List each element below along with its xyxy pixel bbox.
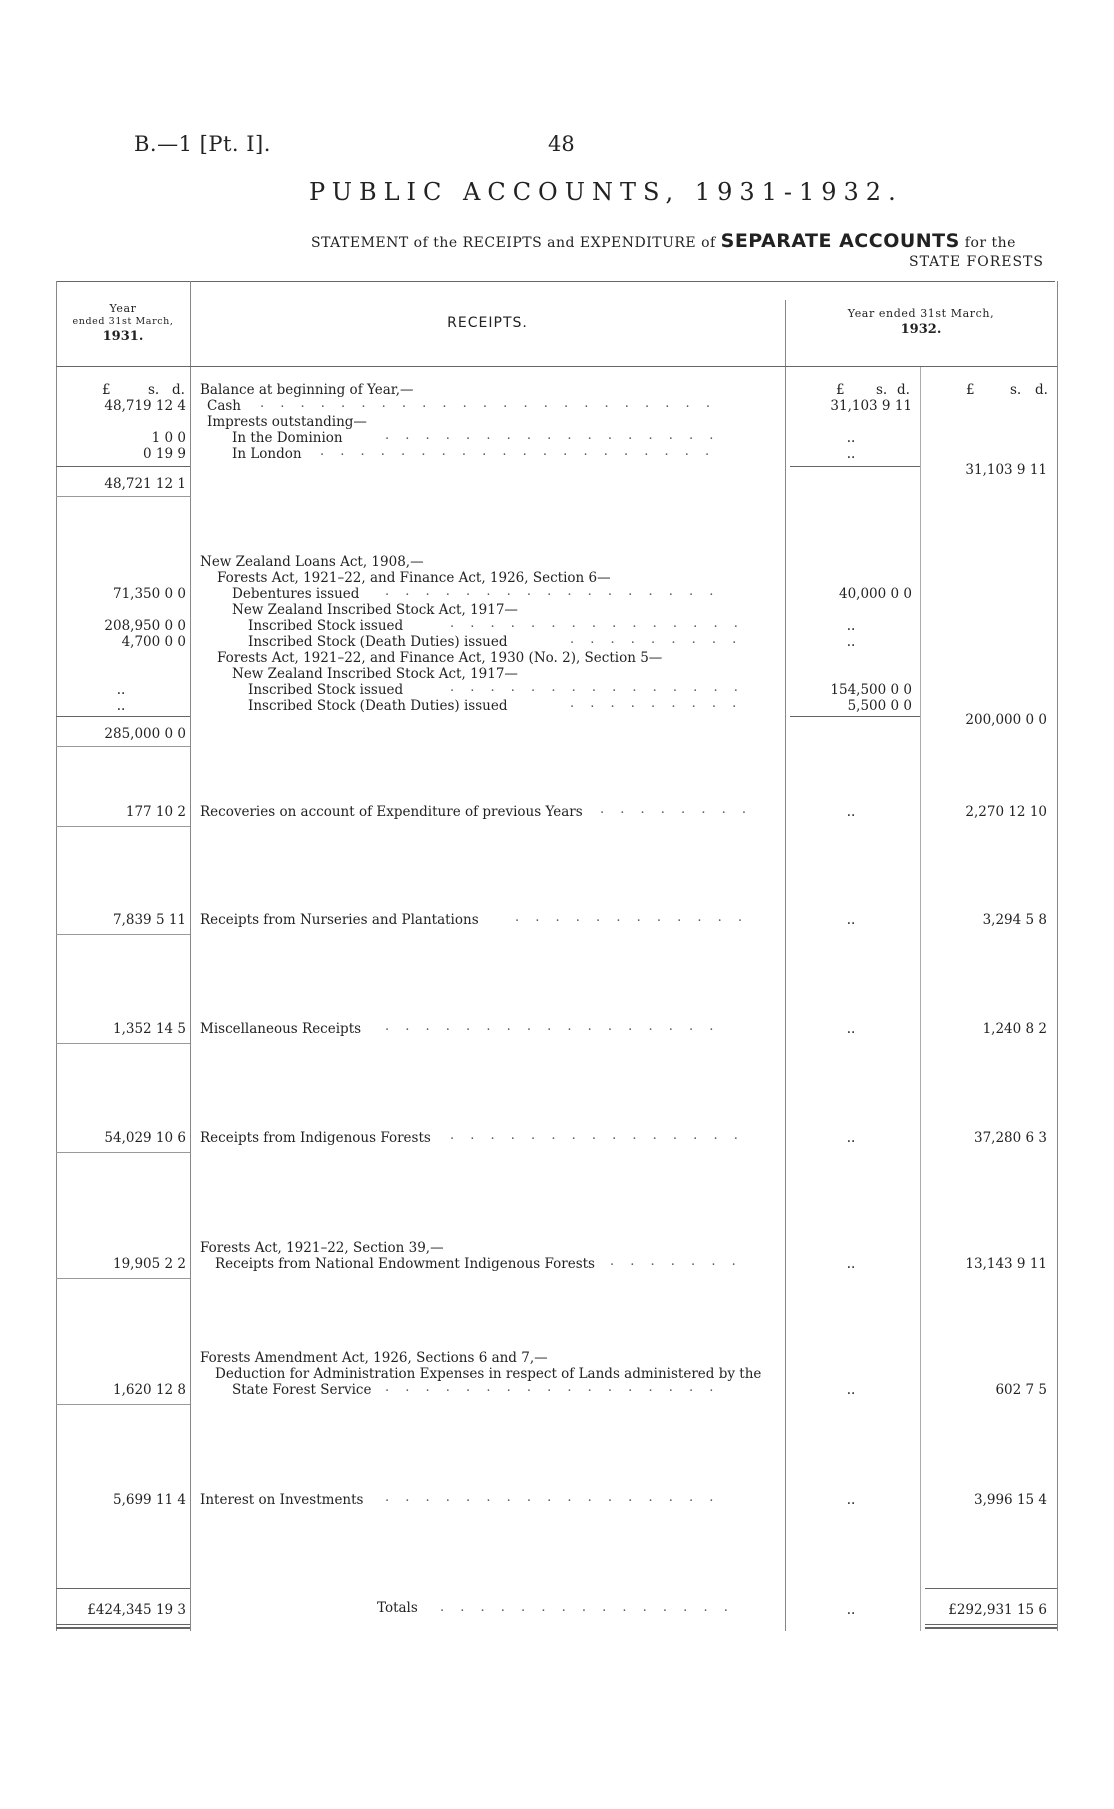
endowment-line2: Receipts from National Endowment Indigenous Forests xyxy=(215,1256,595,1272)
interest-label: Interest on Investments xyxy=(200,1492,364,1508)
subtotal-rule xyxy=(790,466,920,467)
leader-dots: . . . . . . . . . . . . . . . . . . . . . . . xyxy=(260,396,716,411)
prev-year-header-l3: 1931. xyxy=(102,329,144,344)
row-cur-value: 3,294 5 8 xyxy=(982,912,1047,928)
loans-l10-prev: .. xyxy=(116,698,126,714)
total-shilling-header: s. xyxy=(1010,382,1022,398)
loans-total-cur: 200,000 0 0 xyxy=(965,712,1047,728)
imprests-label: Imprests outstanding— xyxy=(207,414,367,430)
table-top-rule xyxy=(56,281,1055,282)
column-rule-cur xyxy=(920,366,921,1631)
receipts-header: RECEIPTS. xyxy=(447,315,528,331)
leader-dots: . . . . . . . . . . . . . . . . . xyxy=(385,1019,720,1034)
totals-top-rule xyxy=(56,1588,190,1589)
prev-pound-header: £ xyxy=(102,382,111,398)
row-label: Miscellaneous Receipts xyxy=(200,1021,362,1037)
subtotal-rule xyxy=(56,466,190,467)
loans-l6-cur: .. xyxy=(846,634,856,650)
loans-line1: New Zealand Loans Act, 1908,— xyxy=(200,554,424,570)
loans-line4: New Zealand Inscribed Stock Act, 1917— xyxy=(232,602,518,618)
statement-subtitle xyxy=(311,230,1016,252)
loans-total-prev: 285,000 0 0 xyxy=(104,726,186,742)
cur-pence-header: d. xyxy=(897,382,910,398)
row-mid-value: .. xyxy=(846,912,856,928)
section-rule xyxy=(56,496,190,497)
row-cur-value: 1,240 8 2 xyxy=(982,1021,1047,1037)
prev-pence-header: d. xyxy=(172,382,185,398)
column-rule-receipts xyxy=(785,300,786,1631)
row-mid-value: .. xyxy=(846,1130,856,1146)
interest-mid: .. xyxy=(846,1492,856,1508)
dominion-prev-value: 1 0 0 xyxy=(151,430,186,446)
endowment-line1: Forests Act, 1921–22, Section 39,— xyxy=(200,1240,444,1256)
leader-dots: . . . . . . . . . . . . . . . . . xyxy=(385,1380,720,1395)
prev-year-header-l2: ended 31st March, xyxy=(72,316,174,327)
total-pound-header: £ xyxy=(966,382,975,398)
totals-mid: .. xyxy=(846,1602,856,1618)
loans-l5-cur: .. xyxy=(846,618,856,634)
loans-l9-cur: 154,500 0 0 xyxy=(830,682,912,698)
london-label: In London xyxy=(232,446,302,462)
leader-dots: . . . . . . . . . . . . . . . xyxy=(440,1600,734,1615)
totals-prev: £424,345 19 3 xyxy=(87,1602,186,1618)
amendment-line2: Deduction for Administration Expenses in respect of Lands administered by the xyxy=(215,1366,762,1382)
loans-l3-cur: 40,000 0 0 xyxy=(839,586,912,602)
totals-double-rule xyxy=(925,1627,1057,1629)
section-rule xyxy=(56,826,190,827)
leader-dots: . . . . . . . xyxy=(610,1254,742,1269)
prev-shilling-header: s. xyxy=(148,382,160,398)
leader-dots: . . . . . . . . . . . . . . . . . xyxy=(385,428,720,443)
loans-l3-prev: 71,350 0 0 xyxy=(113,586,186,602)
cash-cur-value: 31,103 9 11 xyxy=(830,398,912,414)
page-title: PUBLIC ACCOUNTS, 1931-1932. xyxy=(309,178,903,206)
section-rule xyxy=(56,934,190,935)
row-mid-value: .. xyxy=(846,1021,856,1037)
loans-line10: Inscribed Stock (Death Duties) issued xyxy=(248,698,508,714)
cur-pound-header: £ xyxy=(836,382,845,398)
loans-line5: Inscribed Stock issued xyxy=(248,618,404,634)
balance-total-prev: 48,721 12 1 xyxy=(104,476,186,492)
interest-prev: 5,699 11 4 xyxy=(113,1492,186,1508)
total-pence-header: d. xyxy=(1035,382,1048,398)
section-rule xyxy=(56,1152,190,1153)
leader-dots: . . . . . . . . . . . . . . . . . xyxy=(385,1490,720,1505)
section-rule xyxy=(56,1043,190,1044)
loans-line7: Forests Act, 1921–22, and Finance Act, 1930 (No. 2), Section 5— xyxy=(217,650,663,666)
totals-double-rule xyxy=(56,1627,190,1629)
document-reference: B.—1 [Pt. I]. xyxy=(134,132,271,156)
subtotal-rule xyxy=(790,716,920,717)
interest-cur: 3,996 15 4 xyxy=(974,1492,1047,1508)
row-cur-value: 37,280 6 3 xyxy=(974,1130,1047,1146)
dominion-cur-value: .. xyxy=(846,430,856,446)
cur-year-header-l2: 1932. xyxy=(900,322,942,337)
leader-dots: . . . . . . . . xyxy=(600,802,752,817)
section-rule xyxy=(56,1278,190,1279)
balance-heading: Balance at beginning of Year,— xyxy=(200,382,414,398)
cash-prev-value: 48,719 12 4 xyxy=(104,398,186,414)
amendment-cur: 602 7 5 xyxy=(995,1382,1047,1398)
row-mid-value: .. xyxy=(846,804,856,820)
section-rule xyxy=(56,1404,190,1405)
amendment-prev: 1,620 12 8 xyxy=(113,1382,186,1398)
balance-total-cur: 31,103 9 11 xyxy=(965,462,1047,478)
endowment-prev: 19,905 2 2 xyxy=(113,1256,186,1272)
leader-dots: . . . . . . . . . . . . . . . xyxy=(450,680,744,695)
totals-double-rule xyxy=(925,1624,1057,1625)
loans-line2: Forests Act, 1921–22, and Finance Act, 1926, Section 6— xyxy=(217,570,611,586)
leader-dots: . . . . . . . . . . . . xyxy=(515,910,749,925)
cur-year-header-l1: Year ended 31st March, xyxy=(847,307,995,320)
loans-line3: Debentures issued xyxy=(232,586,360,602)
row-prev-value: 7,839 5 11 xyxy=(113,912,186,928)
row-label: Receipts from Indigenous Forests xyxy=(200,1130,431,1146)
endowment-mid: .. xyxy=(846,1256,856,1272)
row-prev-value: 54,029 10 6 xyxy=(104,1130,186,1146)
amendment-mid: .. xyxy=(846,1382,856,1398)
amendment-line3: State Forest Service xyxy=(232,1382,372,1398)
cash-label: Cash xyxy=(207,398,242,414)
section-rule xyxy=(56,746,190,747)
loans-l10-cur: 5,500 0 0 xyxy=(847,698,912,714)
row-prev-value: 177 10 2 xyxy=(125,804,186,820)
row-prev-value: 1,352 14 5 xyxy=(113,1021,186,1037)
subtitle-prefix: STATEMENT of the RECEIPTS and EXPENDITURE of xyxy=(311,235,716,251)
endowment-cur: 13,143 9 11 xyxy=(965,1256,1047,1272)
leader-dots: . . . . . . . . . . . . . . . . . xyxy=(385,584,720,599)
subtitle-line2: STATE FORESTS xyxy=(909,254,1044,270)
amendment-line1: Forests Amendment Act, 1926, Sections 6 and 7,— xyxy=(200,1350,548,1366)
london-cur-value: .. xyxy=(846,446,856,462)
totals-label: Totals xyxy=(377,1600,418,1616)
loans-line9: Inscribed Stock issued xyxy=(248,682,404,698)
row-label: Receipts from Nurseries and Plantations xyxy=(200,912,479,928)
header-bottom-rule xyxy=(56,366,1057,367)
leader-dots: . . . . . . . . . . . . . . . xyxy=(450,616,744,631)
subtitle-emphasis: SEPARATE ACCOUNTS xyxy=(720,230,960,252)
totals-double-rule xyxy=(56,1624,190,1625)
totals-cur: £292,931 15 6 xyxy=(948,1602,1047,1618)
page-number: 48 xyxy=(548,132,575,156)
loans-line6: Inscribed Stock (Death Duties) issued xyxy=(248,634,508,650)
prev-year-header-l1: Year xyxy=(109,302,137,315)
row-label: Recoveries on account of Expenditure of previous Years xyxy=(200,804,583,820)
table-right-rule xyxy=(1057,281,1058,1631)
london-prev-value: 0 19 9 xyxy=(143,446,186,462)
subtotal-rule xyxy=(56,716,190,717)
loans-l9-prev: .. xyxy=(116,682,126,698)
loans-line8: New Zealand Inscribed Stock Act, 1917— xyxy=(232,666,518,682)
subtitle-suffix: for the xyxy=(964,235,1016,251)
totals-top-rule xyxy=(925,1588,1057,1589)
leader-dots: . . . . . . . . . xyxy=(570,632,743,647)
leader-dots: . . . . . . . . . . . . . . . xyxy=(450,1128,744,1143)
leader-dots: . . . . . . . . . xyxy=(570,696,743,711)
leader-dots: . . . . . . . . . . . . . . . . . . . . xyxy=(320,444,716,459)
dominion-label: In the Dominion xyxy=(232,430,343,446)
loans-l5-prev: 208,950 0 0 xyxy=(104,618,186,634)
loans-l6-prev: 4,700 0 0 xyxy=(121,634,186,650)
column-rule-prev xyxy=(190,281,191,1631)
cur-shilling-header: s. xyxy=(876,382,888,398)
row-cur-value: 2,270 12 10 xyxy=(965,804,1047,820)
